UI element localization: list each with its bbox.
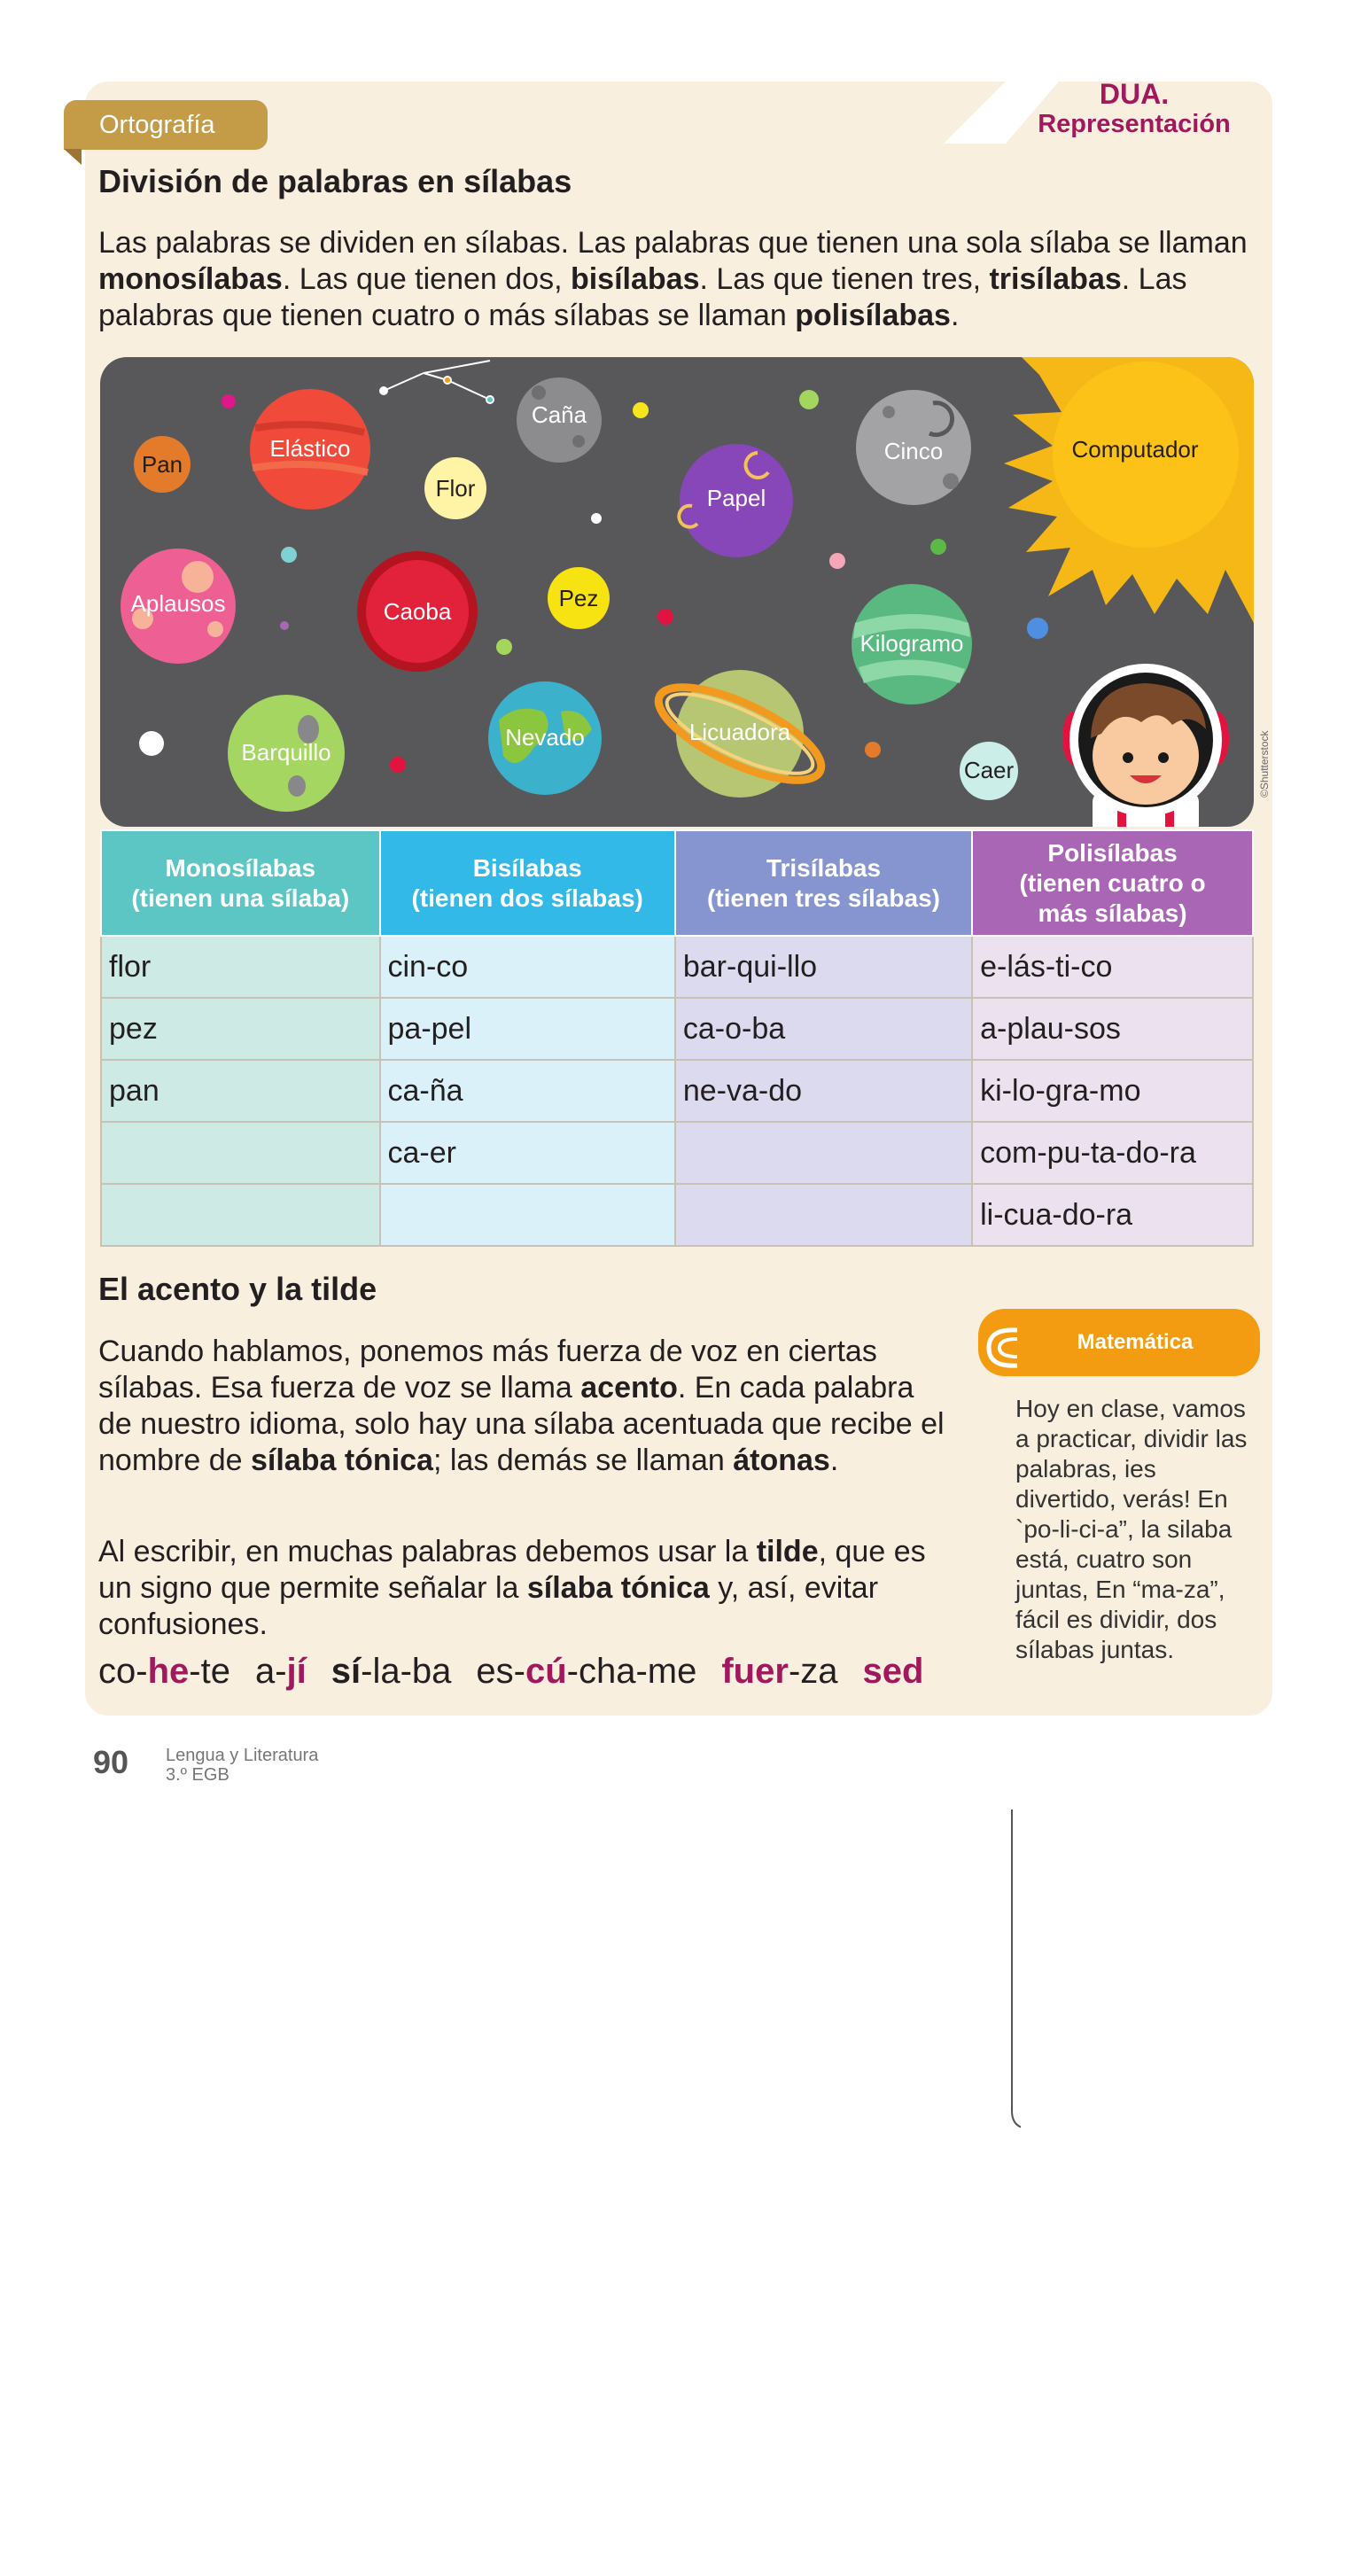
dua-label xyxy=(1019,78,1249,138)
bold-term: tilde xyxy=(756,1535,819,1568)
bold-term: polisílabas xyxy=(795,299,951,332)
table-row xyxy=(101,936,1253,998)
planet-barquillo xyxy=(228,695,345,812)
planet-label-cinco: Cinco xyxy=(883,438,944,464)
example-word xyxy=(476,1652,696,1691)
page-number: 90 xyxy=(93,1744,129,1780)
table-cell: com-pu-ta-do-ra xyxy=(972,1122,1253,1184)
planet-papel xyxy=(679,444,793,557)
planet-cana xyxy=(517,377,602,463)
table-cell: e-lás-ti-co xyxy=(972,936,1253,998)
accent-title: El acento y la tilde xyxy=(98,1271,377,1307)
header-polisilabas: Polisílabas (tienen cuatro o más sílabas) xyxy=(972,830,1253,936)
table-cell xyxy=(380,1184,675,1246)
table-cell: ne-va-do xyxy=(675,1060,972,1122)
text-run: . En cada palabra de nuestro idioma, solo hay una sílaba acentuada que recibe el nombre de xyxy=(98,1371,945,1477)
text-run: . Las palabras que tienen cuatro o más sílabas se llaman xyxy=(98,262,1187,332)
dua-title: DUA. xyxy=(1099,78,1170,110)
bold-term: monosílabas xyxy=(98,262,283,296)
bold-term: átonas xyxy=(733,1444,830,1477)
table-cell: pa-pel xyxy=(380,998,675,1060)
table-header-row xyxy=(101,830,1253,936)
table-cell: bar-qui-llo xyxy=(675,936,972,998)
example-word xyxy=(255,1652,307,1691)
planet-kilogramo xyxy=(852,584,972,704)
planet-label-aplausos: Aplausos xyxy=(130,590,226,617)
bold-term: sílaba tónica xyxy=(526,1571,710,1605)
planet-label-barquillo: Barquillo xyxy=(241,739,331,766)
text-run: , que es un signo que permite señalar la xyxy=(98,1535,926,1605)
planet-caer xyxy=(960,742,1018,800)
tonic-syllable: sí xyxy=(331,1652,362,1691)
text-run: . Las que tienen dos, xyxy=(282,262,571,296)
table-row xyxy=(101,1060,1253,1122)
planet-label-elastico: Elástico xyxy=(269,435,351,462)
constellation xyxy=(380,361,494,403)
syllable: es- xyxy=(476,1652,525,1691)
example-word xyxy=(721,1652,837,1691)
tonic-syllable: cú xyxy=(525,1652,567,1691)
syllable-table xyxy=(100,829,1254,1247)
bold-term: acento xyxy=(580,1371,678,1405)
planet-pan xyxy=(134,436,191,493)
example-word xyxy=(863,1652,924,1691)
accent-paragraph xyxy=(98,1334,949,1479)
image-credit: ©Shutterstock xyxy=(1258,730,1271,798)
table-cell: ca-o-ba xyxy=(675,998,972,1060)
planet-caoba xyxy=(357,551,478,672)
space-illustration xyxy=(100,357,1254,827)
table-cell: li-cua-do-ra xyxy=(972,1184,1253,1246)
text-run: . Las que tienen tres, xyxy=(699,262,990,296)
section-title: División de palabras en sílabas xyxy=(98,163,572,199)
planet-label-cana: Caña xyxy=(531,401,587,428)
tonic-syllable: jí xyxy=(286,1652,307,1691)
bold-term: sílaba tónica xyxy=(251,1444,433,1477)
sidebar-title: Matemática xyxy=(978,1309,1260,1376)
sidebar-c-icon xyxy=(982,1321,1026,1374)
text-run: . xyxy=(950,299,960,332)
table-cell xyxy=(675,1122,972,1184)
space-scene xyxy=(100,357,1254,827)
planet-label-caoba: Caoba xyxy=(383,598,452,625)
tonic-syllable: sed xyxy=(862,1652,924,1691)
text-run: Cuando hablamos, ponemos más fuerza de voz en ciertas sílabas. Esa fuerza de voz se llama xyxy=(98,1335,877,1405)
tonic-syllable: fuer xyxy=(721,1652,789,1691)
text-run: Las palabras se dividen en sílabas. Las palabras que tienen una sola sílaba se llaman xyxy=(98,226,1248,260)
table-cell: flor xyxy=(101,936,380,998)
planet-label-computador: Computador xyxy=(1071,436,1199,463)
table-cell: pan xyxy=(101,1060,380,1122)
syllable: -za xyxy=(788,1652,838,1691)
footer-grade: 3.º EGB xyxy=(166,1765,229,1785)
syllable: co- xyxy=(98,1652,148,1691)
planet-label-flor: Flor xyxy=(435,475,476,502)
syllable: a- xyxy=(254,1652,287,1691)
example-word xyxy=(331,1652,452,1691)
section-tag-fold xyxy=(64,149,82,165)
header-trisilabas: Trisílabas (tienen tres sílabas) xyxy=(675,830,972,936)
header-bisilabas: Bisílabas (tienen dos sílabas) xyxy=(380,830,675,936)
syllable: -cha-me xyxy=(566,1652,697,1691)
planet-cinco xyxy=(856,390,971,505)
table-row xyxy=(101,998,1253,1060)
intro-paragraph xyxy=(98,225,1259,334)
header-monosilabas: Monosílabas (tienen una sílaba) xyxy=(101,830,380,936)
astronaut-kid xyxy=(1062,664,1229,827)
table-cell: ki-lo-gra-mo xyxy=(972,1060,1253,1122)
planet-pez xyxy=(548,567,610,629)
example-word xyxy=(98,1652,230,1691)
text-run: y, así, evitar confusiones. xyxy=(98,1571,879,1641)
planet-label-papel: Papel xyxy=(706,485,766,511)
text-run: . xyxy=(829,1444,839,1477)
planet-elastico xyxy=(250,389,370,510)
dua-subtitle: Representación xyxy=(1038,110,1231,138)
text-run: Al escribir, en muchas palabras debemos usar la xyxy=(98,1535,757,1568)
table-cell: pez xyxy=(101,998,380,1060)
table-cell xyxy=(101,1184,380,1246)
planet-flor xyxy=(424,457,486,519)
planet-label-pan: Pan xyxy=(141,451,183,478)
planet-label-pez: Pez xyxy=(558,585,599,611)
table-cell: ca-ña xyxy=(380,1060,675,1122)
planet-licuadora xyxy=(647,669,833,798)
planet-label-kilogramo: Kilogramo xyxy=(859,630,964,657)
table-cell xyxy=(675,1184,972,1246)
footer-subject: Lengua y Literatura xyxy=(166,1746,319,1765)
bold-term: trisílabas xyxy=(989,262,1122,296)
table-cell: cin-co xyxy=(380,936,675,998)
bold-term: bisílabas xyxy=(570,262,700,296)
section-tag: Ortografía xyxy=(64,100,268,150)
sidebar-text: Hoy en clase, vamos a practicar, dividir las palabras, ies divertido, verás! En `po-li-ci-a”, la silaba está, cuatro son juntas, En “ma-za”, fácil es dividir, dos sílabas juntas. xyxy=(1015,1395,1248,1663)
example-words xyxy=(98,1650,948,1693)
planet-label-nevado: Nevado xyxy=(505,724,585,751)
syllable: -la-ba xyxy=(361,1652,452,1691)
planet-nevado xyxy=(488,681,602,795)
table-cell: ca-er xyxy=(380,1122,675,1184)
table-row xyxy=(101,1122,1253,1184)
table-row xyxy=(101,1184,1253,1246)
planet-aplausos xyxy=(121,549,236,664)
text-run: ; las demás se llaman xyxy=(432,1444,734,1477)
table-cell xyxy=(101,1122,380,1184)
table-cell: a-plau-sos xyxy=(972,998,1253,1060)
footer-book xyxy=(166,1746,318,1785)
tilde-paragraph xyxy=(98,1534,949,1643)
syllable: -te xyxy=(189,1652,230,1691)
tonic-syllable: he xyxy=(147,1652,190,1691)
sun-computador xyxy=(1004,357,1254,623)
planet-label-licuadora: Licuadora xyxy=(688,719,791,745)
planet-label-caer: Caer xyxy=(963,757,1015,783)
